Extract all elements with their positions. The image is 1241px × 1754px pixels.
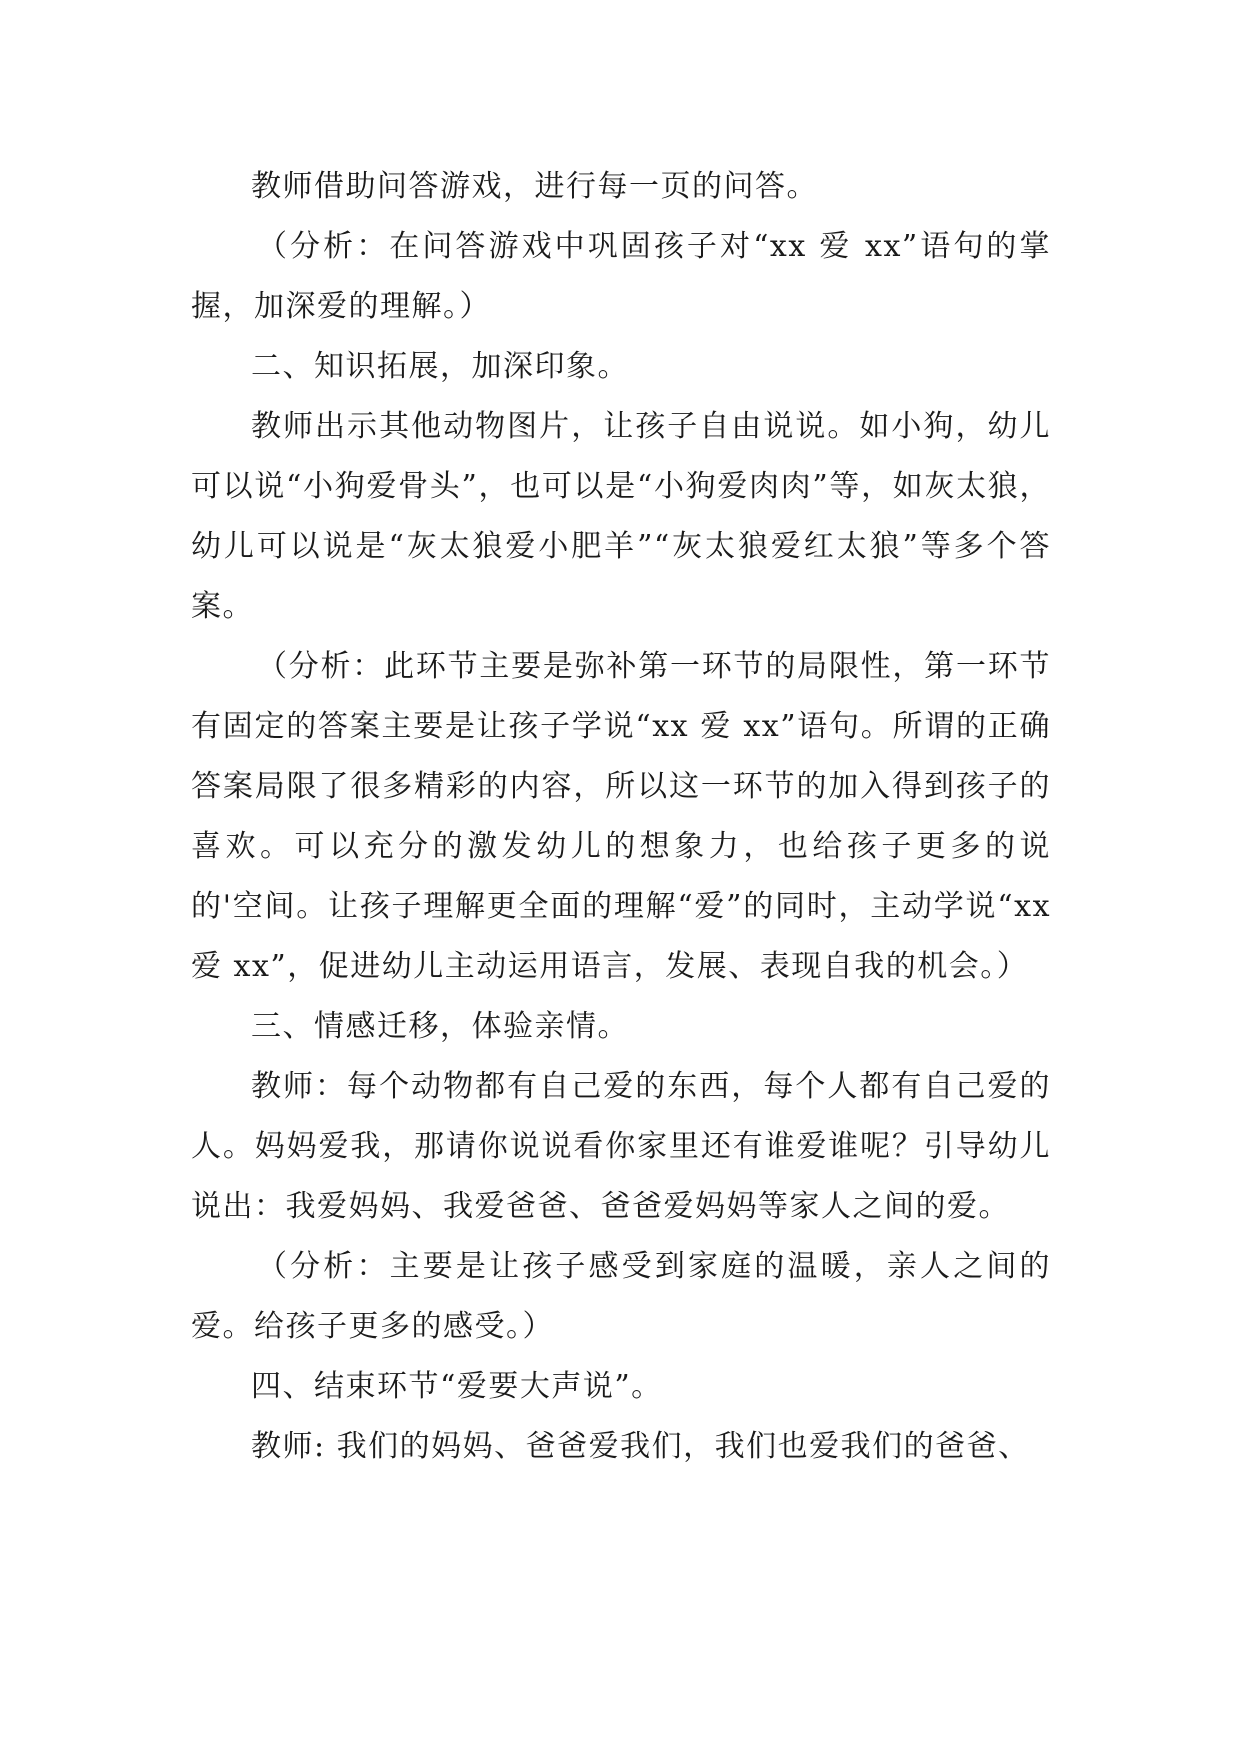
paragraph-3: 教师出示其他动物图片，让孩子自由说说。如小狗，幼儿可以说“小狗爱骨头”，也可以是“小狗爱肉肉”等，如灰太狼，幼儿可以说是“灰太狼爱小肥羊”“灰太狼爱红太狼”等多个答案。 (191, 409, 1051, 624)
paragraph-1: 教师借助问答游戏，进行每一页的问答。 (251, 169, 818, 204)
section-heading-2: 二、知识拓展，加深印象。 (251, 349, 629, 384)
section-heading-4: 四、结束环节“爱要大声说”。 (251, 1369, 663, 1404)
paragraph-5: 教师：每个动物都有自己爱的东西，每个人都有自己爱的人。妈妈爱我，那请你说说看你家里还有谁爱谁呢？引导幼儿说出：我爱妈妈、我爱爸爸、爸爸爱妈妈等家人之间的爱。 (191, 1069, 1051, 1224)
paragraph-4: （分析：此环节主要是弥补第一环节的局限性，第一环节有固定的答案主要是让孩子学说“xx 爱 xx”语句。所谓的正确答案局限了很多精彩的内容，所以这一环节的加入得到孩子的喜欢。可以充分的激发幼儿的想象力，也给孩子更多的说的'空间。让孩子理解更全面的理解“爱”的同时，主动学说“xx 爱 xx”，促进幼儿主动运用语言，发展、表现自我的机会。） (191, 649, 1051, 984)
document-body (191, 157, 1051, 1477)
paragraph-6: （分析：主要是让孩子感受到家庭的温暖，亲人之间的爱。给孩子更多的感受。） (191, 1249, 1051, 1344)
section-heading-3: 三、情感迁移，体验亲情。 (251, 1009, 629, 1044)
paragraph-2: （分析：在问答游戏中巩固孩子对“xx 爱 xx”语句的掌握，加深爱的理解。） (191, 229, 1051, 324)
paragraph-7: 教师: 我们的妈妈、爸爸爱我们，我们也爱我们的爸爸、 (251, 1429, 1030, 1464)
